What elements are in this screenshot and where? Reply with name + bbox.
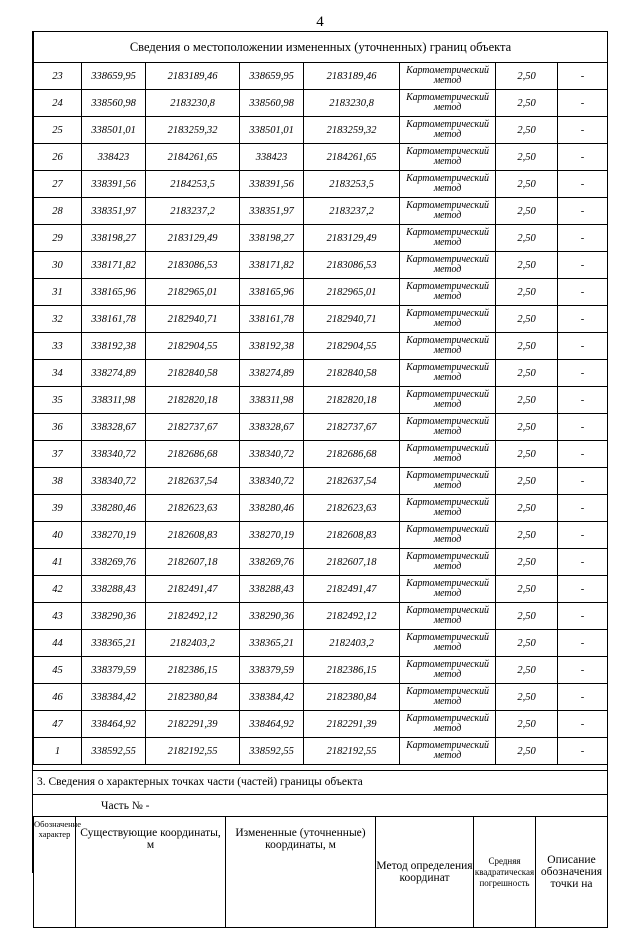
existing-y-cell: 2182607,18	[146, 549, 240, 576]
existing-y-cell: 2182386,15	[146, 657, 240, 684]
changed-y-cell: 2183253,5	[304, 171, 400, 198]
table-row	[34, 630, 608, 657]
changed-y-cell: 2182491,47	[304, 576, 400, 603]
changed-y-cell: 2182820,18	[304, 387, 400, 414]
existing-x-cell: 338659,95	[82, 63, 146, 90]
table-row	[34, 738, 608, 765]
changed-y-cell: 2183129,49	[304, 225, 400, 252]
changed-x-cell: 338501,01	[240, 117, 304, 144]
existing-y-cell: 2183259,32	[146, 117, 240, 144]
accuracy-cell: 2,50	[496, 441, 558, 468]
changed-y-cell: 2183086,53	[304, 252, 400, 279]
description-cell: -	[558, 630, 608, 657]
section3-header-table	[33, 816, 608, 928]
table-row	[34, 603, 608, 630]
accuracy-cell: 2,50	[496, 90, 558, 117]
table-row	[34, 279, 608, 306]
point-number-cell: 37	[34, 441, 82, 468]
accuracy-cell: 2,50	[496, 387, 558, 414]
designation-header: Обозначение характер	[34, 817, 76, 928]
method-cell: Картометрический метод	[400, 387, 496, 414]
changed-y-cell: 2184261,65	[304, 144, 400, 171]
existing-y-cell: 2182380,84	[146, 684, 240, 711]
existing-x-cell: 338328,67	[82, 414, 146, 441]
table-row	[34, 333, 608, 360]
description-cell: -	[558, 738, 608, 765]
method-cell: Картометрический метод	[400, 252, 496, 279]
changed-x-cell: 338274,89	[240, 360, 304, 387]
description-cell: -	[558, 144, 608, 171]
point-number-cell: 28	[34, 198, 82, 225]
point-number-cell: 36	[34, 414, 82, 441]
changed-x-cell: 338423	[240, 144, 304, 171]
point-number-cell: 43	[34, 603, 82, 630]
method-cell: Картометрический метод	[400, 684, 496, 711]
method-cell: Картометрический метод	[400, 117, 496, 144]
method-cell: Картометрический метод	[400, 306, 496, 333]
existing-x-cell: 338340,72	[82, 441, 146, 468]
page-number: 4	[316, 14, 324, 30]
accuracy-cell: 2,50	[496, 630, 558, 657]
point-number-cell: 40	[34, 522, 82, 549]
description-cell: -	[558, 522, 608, 549]
point-number-cell: 44	[34, 630, 82, 657]
changed-x-cell: 338464,92	[240, 711, 304, 738]
existing-y-cell: 2182965,01	[146, 279, 240, 306]
table-row	[34, 441, 608, 468]
existing-x-cell: 338379,59	[82, 657, 146, 684]
point-number-cell: 42	[34, 576, 82, 603]
existing-y-cell: 2182940,71	[146, 306, 240, 333]
accuracy-cell: 2,50	[496, 576, 558, 603]
section3-title: 3. Сведения о характерных точках части (частей) границы объекта	[33, 770, 607, 794]
existing-x-cell: 338464,92	[82, 711, 146, 738]
point-number-cell: 34	[34, 360, 82, 387]
table-row	[34, 144, 608, 171]
method-cell: Картометрический метод	[400, 549, 496, 576]
existing-x-cell: 338340,72	[82, 468, 146, 495]
method-cell: Картометрический метод	[400, 657, 496, 684]
accuracy-cell: 2,50	[496, 279, 558, 306]
existing-x-cell: 338423	[82, 144, 146, 171]
method-cell: Картометрический метод	[400, 711, 496, 738]
description-cell: -	[558, 549, 608, 576]
existing-y-cell: 2182291,39	[146, 711, 240, 738]
existing-y-cell: 2182904,55	[146, 333, 240, 360]
table-row	[34, 171, 608, 198]
changed-x-cell: 338290,36	[240, 603, 304, 630]
changed-y-cell: 2182380,84	[304, 684, 400, 711]
table-row	[34, 414, 608, 441]
method-cell: Картометрический метод	[400, 171, 496, 198]
description-cell: -	[558, 414, 608, 441]
method-cell: Картометрический метод	[400, 198, 496, 225]
existing-x-cell: 338161,78	[82, 306, 146, 333]
description-cell: -	[558, 684, 608, 711]
changed-coordinates-header: Измененные (уточненные) координаты, м	[226, 817, 376, 928]
point-number-cell: 30	[34, 252, 82, 279]
method-cell: Картометрический метод	[400, 144, 496, 171]
point-number-cell: 31	[34, 279, 82, 306]
accuracy-cell: 2,50	[496, 468, 558, 495]
method-cell: Картометрический метод	[400, 360, 496, 387]
description-cell: -	[558, 468, 608, 495]
accuracy-header: Средняя квадратическая погрешность	[474, 817, 536, 928]
changed-y-cell: 2182192,55	[304, 738, 400, 765]
description-cell: -	[558, 252, 608, 279]
changed-y-cell: 2182637,54	[304, 468, 400, 495]
existing-y-cell: 2182403,2	[146, 630, 240, 657]
changed-x-cell: 338288,43	[240, 576, 304, 603]
method-cell: Картометрический метод	[400, 441, 496, 468]
description-cell: -	[558, 441, 608, 468]
table-row	[34, 63, 608, 90]
description-cell: -	[558, 387, 608, 414]
changed-x-cell: 338592,55	[240, 738, 304, 765]
changed-y-cell: 2183189,46	[304, 63, 400, 90]
changed-x-cell: 338269,76	[240, 549, 304, 576]
description-cell: -	[558, 603, 608, 630]
changed-y-cell: 2182965,01	[304, 279, 400, 306]
method-cell: Картометрический метод	[400, 630, 496, 657]
method-cell: Картометрический метод	[400, 279, 496, 306]
existing-y-cell: 2182192,55	[146, 738, 240, 765]
description-cell: -	[558, 360, 608, 387]
existing-y-cell: 2183230,8	[146, 90, 240, 117]
accuracy-cell: 2,50	[496, 252, 558, 279]
existing-x-cell: 338391,56	[82, 171, 146, 198]
point-number-cell: 33	[34, 333, 82, 360]
changed-y-cell: 2182904,55	[304, 333, 400, 360]
table-row	[34, 117, 608, 144]
accuracy-cell: 2,50	[496, 414, 558, 441]
existing-x-cell: 338311,98	[82, 387, 146, 414]
existing-y-cell: 2182623,63	[146, 495, 240, 522]
method-cell: Картометрический метод	[400, 468, 496, 495]
changed-y-cell: 2182403,2	[304, 630, 400, 657]
table-row	[34, 576, 608, 603]
changed-x-cell: 338192,38	[240, 333, 304, 360]
existing-y-cell: 2182492,12	[146, 603, 240, 630]
changed-x-cell: 338391,56	[240, 171, 304, 198]
existing-x-cell: 338560,98	[82, 90, 146, 117]
table-row	[34, 684, 608, 711]
description-cell: -	[558, 171, 608, 198]
method-cell: Картометрический метод	[400, 90, 496, 117]
changed-x-cell: 338171,82	[240, 252, 304, 279]
description-cell: -	[558, 306, 608, 333]
point-number-cell: 32	[34, 306, 82, 333]
description-header: Описание обозначения точки на	[536, 817, 608, 928]
accuracy-cell: 2,50	[496, 738, 558, 765]
table-row	[34, 252, 608, 279]
changed-x-cell: 338280,46	[240, 495, 304, 522]
changed-y-cell: 2182686,68	[304, 441, 400, 468]
description-cell: -	[558, 198, 608, 225]
table-row	[34, 522, 608, 549]
description-cell: -	[558, 333, 608, 360]
accuracy-cell: 2,50	[496, 144, 558, 171]
changed-x-cell: 338379,59	[240, 657, 304, 684]
method-cell: Картометрический метод	[400, 495, 496, 522]
changed-x-cell: 338311,98	[240, 387, 304, 414]
part-number: Часть № -	[33, 794, 607, 816]
accuracy-cell: 2,50	[496, 171, 558, 198]
table-row	[34, 360, 608, 387]
existing-x-cell: 338290,36	[82, 603, 146, 630]
accuracy-cell: 2,50	[496, 306, 558, 333]
existing-y-cell: 2183189,46	[146, 63, 240, 90]
changed-y-cell: 2182492,12	[304, 603, 400, 630]
method-cell: Картометрический метод	[400, 522, 496, 549]
changed-y-cell: 2182840,58	[304, 360, 400, 387]
table-row	[34, 387, 608, 414]
table-row	[34, 711, 608, 738]
accuracy-cell: 2,50	[496, 657, 558, 684]
existing-y-cell: 2182686,68	[146, 441, 240, 468]
existing-y-cell: 2182737,67	[146, 414, 240, 441]
table-row	[34, 495, 608, 522]
coordinates-table	[33, 31, 608, 765]
accuracy-cell: 2,50	[496, 684, 558, 711]
section-header: Сведения о местоположении измененных (уточненных) границ объекта	[34, 32, 608, 63]
table-row	[34, 198, 608, 225]
changed-y-cell: 2182607,18	[304, 549, 400, 576]
method-cell: Картометрический метод	[400, 603, 496, 630]
accuracy-cell: 2,50	[496, 522, 558, 549]
document-table-frame	[32, 31, 608, 890]
existing-x-cell: 338270,19	[82, 522, 146, 549]
changed-y-cell: 2182608,83	[304, 522, 400, 549]
existing-y-cell: 2183237,2	[146, 198, 240, 225]
accuracy-cell: 2,50	[496, 117, 558, 144]
changed-y-cell: 2183230,8	[304, 90, 400, 117]
method-cell: Картометрический метод	[400, 414, 496, 441]
description-cell: -	[558, 657, 608, 684]
changed-y-cell: 2183237,2	[304, 198, 400, 225]
changed-x-cell: 338365,21	[240, 630, 304, 657]
method-cell: Картометрический метод	[400, 738, 496, 765]
point-number-cell: 27	[34, 171, 82, 198]
changed-x-cell: 338328,67	[240, 414, 304, 441]
accuracy-cell: 2,50	[496, 360, 558, 387]
point-number-cell: 24	[34, 90, 82, 117]
existing-y-cell: 2182637,54	[146, 468, 240, 495]
existing-x-cell: 338280,46	[82, 495, 146, 522]
accuracy-cell: 2,50	[496, 198, 558, 225]
existing-y-cell: 2183086,53	[146, 252, 240, 279]
changed-x-cell: 338560,98	[240, 90, 304, 117]
table-row	[34, 306, 608, 333]
changed-y-cell: 2182940,71	[304, 306, 400, 333]
existing-x-cell: 338592,55	[82, 738, 146, 765]
method-cell: Картометрический метод	[400, 225, 496, 252]
description-cell: -	[558, 576, 608, 603]
existing-x-cell: 338269,76	[82, 549, 146, 576]
description-cell: -	[558, 225, 608, 252]
description-cell: -	[558, 495, 608, 522]
changed-x-cell: 338384,42	[240, 684, 304, 711]
changed-x-cell: 338340,72	[240, 468, 304, 495]
table-row	[34, 225, 608, 252]
table-row	[34, 90, 608, 117]
existing-x-cell: 338365,21	[82, 630, 146, 657]
changed-x-cell: 338165,96	[240, 279, 304, 306]
accuracy-cell: 2,50	[496, 549, 558, 576]
point-number-cell: 35	[34, 387, 82, 414]
method-cell: Картометрический метод	[400, 333, 496, 360]
existing-y-cell: 2184253,5	[146, 171, 240, 198]
changed-y-cell: 2182291,39	[304, 711, 400, 738]
point-number-cell: 26	[34, 144, 82, 171]
existing-x-cell: 338192,38	[82, 333, 146, 360]
point-number-cell: 25	[34, 117, 82, 144]
existing-y-cell: 2182820,18	[146, 387, 240, 414]
existing-x-cell: 338384,42	[82, 684, 146, 711]
changed-x-cell: 338340,72	[240, 441, 304, 468]
existing-y-cell: 2182491,47	[146, 576, 240, 603]
point-number-cell: 45	[34, 657, 82, 684]
accuracy-cell: 2,50	[496, 603, 558, 630]
method-header: Метод определения координат	[376, 817, 474, 928]
accuracy-cell: 2,50	[496, 63, 558, 90]
table-row	[34, 657, 608, 684]
description-cell: -	[558, 117, 608, 144]
point-number-cell: 23	[34, 63, 82, 90]
point-number-cell: 41	[34, 549, 82, 576]
changed-x-cell: 338198,27	[240, 225, 304, 252]
existing-y-cell: 2183129,49	[146, 225, 240, 252]
existing-y-cell: 2184261,65	[146, 144, 240, 171]
existing-x-cell: 338198,27	[82, 225, 146, 252]
changed-x-cell: 338161,78	[240, 306, 304, 333]
existing-coordinates-header: Существующие координаты, м	[76, 817, 226, 928]
accuracy-cell: 2,50	[496, 333, 558, 360]
accuracy-cell: 2,50	[496, 711, 558, 738]
table-row	[34, 549, 608, 576]
method-cell: Картометрический метод	[400, 576, 496, 603]
point-number-cell: 39	[34, 495, 82, 522]
changed-x-cell: 338659,95	[240, 63, 304, 90]
description-cell: -	[558, 711, 608, 738]
changed-y-cell: 2182737,67	[304, 414, 400, 441]
existing-x-cell: 338171,82	[82, 252, 146, 279]
changed-y-cell: 2182386,15	[304, 657, 400, 684]
description-cell: -	[558, 279, 608, 306]
point-number-cell: 38	[34, 468, 82, 495]
changed-x-cell: 338351,97	[240, 198, 304, 225]
existing-x-cell: 338501,01	[82, 117, 146, 144]
description-cell: -	[558, 63, 608, 90]
existing-x-cell: 338288,43	[82, 576, 146, 603]
existing-x-cell: 338351,97	[82, 198, 146, 225]
point-number-cell: 46	[34, 684, 82, 711]
changed-x-cell: 338270,19	[240, 522, 304, 549]
table-row	[34, 468, 608, 495]
changed-y-cell: 2183259,32	[304, 117, 400, 144]
existing-y-cell: 2182840,58	[146, 360, 240, 387]
point-number-cell: 1	[34, 738, 82, 765]
existing-x-cell: 338274,89	[82, 360, 146, 387]
description-cell: -	[558, 90, 608, 117]
changed-y-cell: 2182623,63	[304, 495, 400, 522]
existing-y-cell: 2182608,83	[146, 522, 240, 549]
accuracy-cell: 2,50	[496, 225, 558, 252]
accuracy-cell: 2,50	[496, 495, 558, 522]
point-number-cell: 47	[34, 711, 82, 738]
existing-x-cell: 338165,96	[82, 279, 146, 306]
point-number-cell: 29	[34, 225, 82, 252]
method-cell: Картометрический метод	[400, 63, 496, 90]
